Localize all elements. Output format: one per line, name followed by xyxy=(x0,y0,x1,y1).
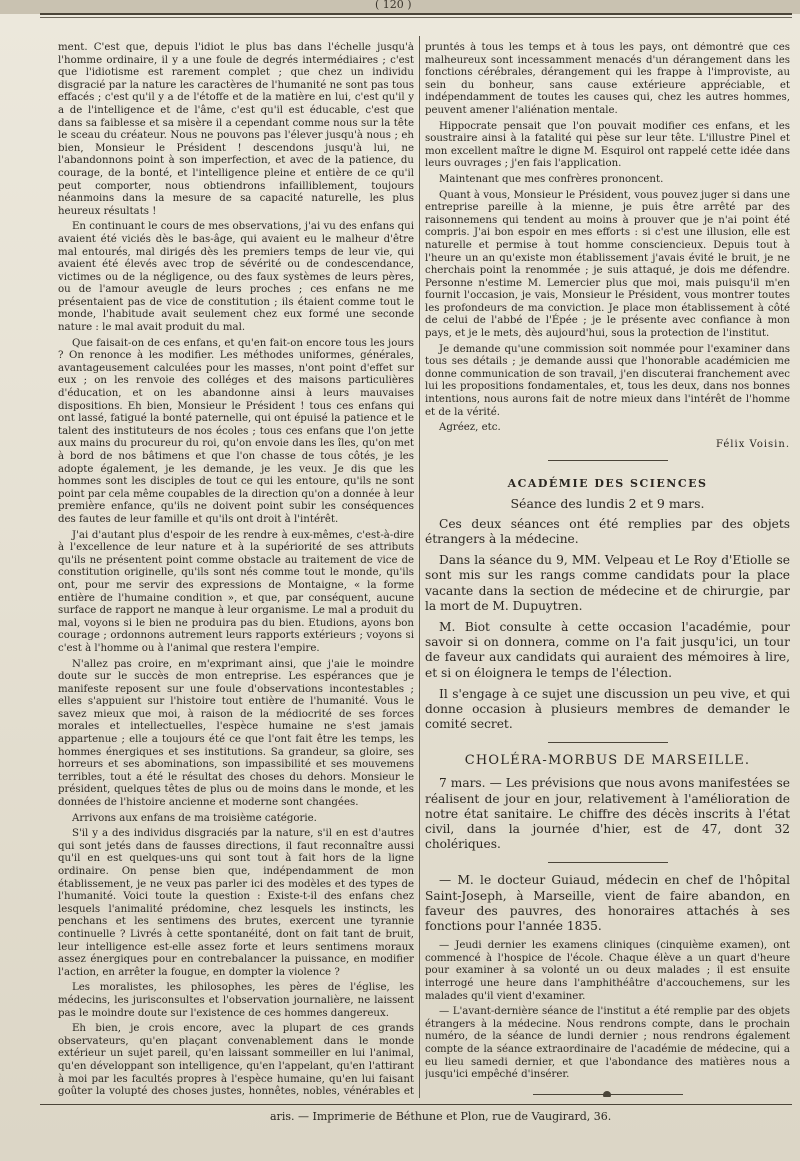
paragraph: Dans la séance du 9, MM. Velpeau et Le Roy d'Etiolle se sont mis sur les rangs comme candidats pour la place vacante dans la section de médecine et de chirurgie, par la mort de M. Dupuytren. xyxy=(425,553,790,613)
left-column xyxy=(58,42,414,1097)
section-heading-academie: ACADÉMIE DES SCIENCES xyxy=(507,476,708,490)
academie-section xyxy=(425,517,790,733)
paragraph: M. Biot consulte à cette occasion l'académie, pour savoir si on donnera, comme on l'a fait jusqu'ici, un tour de faveur aux candidats qui auraient des mémoires à lire, et si on éloignera le temps de l'élection. xyxy=(425,620,790,680)
paragraph: Il s'engage à ce sujet une discussion un peu vive, et qui donne occasion à plusieurs membres de demander le comité secret. xyxy=(425,686,790,732)
footer-rule xyxy=(40,1104,792,1105)
cholera-section xyxy=(425,776,790,852)
paragraph: Ces deux séances ont été remplies par des objets étrangers à la médecine. xyxy=(425,516,790,547)
right-column xyxy=(425,42,790,1097)
paragraph: pruntés à tous les temps et à tous les pays, ont démontré que ces malheureux sont incessamment menacés d'un dérangement dans les fonctions cérébrales, dérangement qui les frappe à l'improviste, au sein du bonheur, sans cause extérieure appréciable, et indépendamment de toutes les causes qui, chez les autres hommes, peuvent amener l'aliénation mentale. xyxy=(425,42,790,116)
paragraph: 7 mars. — Les prévisions que nous avons manifestées se réalisent de jour en jour, relativement à l'amélioration de notre état sanitaire. Le chiffre des décès inscrits à l'état civil, dans la journée d'hier, est de 47, dont 32 cholériques. xyxy=(425,776,790,852)
letter-continuation xyxy=(425,42,790,450)
paragraph: Je demande qu'une commission soit nommée pour l'examiner dans tous ses détails ; je demande aussi que l'honorable académicien me donne communication de son travail, j'en discuterai franchement avec lui les propositions fondamentales, et, tous les deux, dans nos bonnes intentions, nous aurons fait de notre mieux dans l'intérêt de l'homme et de la vérité. xyxy=(425,343,790,418)
section-divider xyxy=(548,862,668,863)
section-divider xyxy=(548,460,668,461)
section-divider xyxy=(548,742,668,743)
paragraph: Arrivons aux enfans de ma troisième catégorie. xyxy=(72,812,317,824)
ornament-divider xyxy=(533,1094,683,1095)
imprint-footer: aris. — Imprimerie de Béthune et Plon, rue de Vaugirard, 36. xyxy=(270,1110,612,1123)
section-heading-cholera: CHOLÉRA-MORBUS DE MARSEILLE. xyxy=(464,753,751,769)
paragraph: Que faisait-on de ces enfans, et qu'en fait-on encore tous les jours ? On renonce à les modifier. Les méthodes uniformes, générales, avantageusement calculées pour les masses, n'ont point d'effet sur eux ; on les renvoie des colléges et des maisons particulières d'éducation, et on les abandonne ainsi à leurs mauvaises dispositions. Eh bien, Monsieur le Président ! tous ces enfans qui ont lassé, fatigué la bonté paternelle, qui ont épuisé la patience et le talent des instituteurs de nos écoles ; tous ces enfans que l'on jette aux mains du procureur du roi, qu'on envoie dans les îles, qu'on met à bord de nos bâtimens et que l'on chasse de tous côtés, je les adopte également, je les demande, je les veux. Je dis que les hommes sont les disciples de tout ce qui les entoure, qu'ils ne sont point par cela même coupables de la direction qu'on a donnée à leur première enfance, qu'ils ne doivent point subir les conséquences des fautes de leur famille et qu'ils ont droit à l'intérêt. xyxy=(58,337,414,525)
paragraph: J'ai d'autant plus d'espoir de les rendre à eux-mêmes, c'est-à-dire à l'excellence de leur nature et à la supériorité de ses attributs qu'ils ne présentent point comme obstacle au traitement de vice de constitution originelle, qu'ils sont nés comme tout le monde, qu'ils ont, pour me servir des expressions de Montaigne, « la forme entière de l'humaine condition », et que, par conséquent, aucune surface de rapport ne manque à leur organisme. Le mal a produit du mal, voyons si le bien ne produira pas du bien. Etudions, ayons bon courage ; ordonnons autrement leurs rapports extérieurs ; voyons si c'est à l'homme ou à l'animal que restera l'empire. xyxy=(58,529,414,654)
top-rule xyxy=(40,13,792,15)
top-rule-secondary xyxy=(40,17,792,18)
news-items xyxy=(425,940,790,1082)
page-number: ( 120 ) xyxy=(375,0,412,11)
paragraph: — L'avant-dernière séance de l'institut a été remplie par des objets étrangers à la médecine. Nous rendrons compte, dans le prochain numéro, de la séance de lundi dernier ; nous rendrons également compte de la séance extraordinaire de l'académie de médecine, qui a eu lieu samedi dernier, et que l'abondance des matières nous a jusqu'ici empêché d'insérer. xyxy=(425,1006,790,1081)
paragraph: Agréez, etc. xyxy=(439,422,501,434)
paragraph: Maintenant que mes confrères prononcent. xyxy=(439,173,664,185)
signature: Félix Voisin. xyxy=(716,438,790,450)
paragraph: En continuant le cours de mes observations, j'ai vu des enfans qui avaient été viciés dès le bas-âge, qui avaient eu le malheur d'être mal entourés, mal dirigés dès les premiers temps de leur vie, qui avaient été élevés avec trop de sévérité ou de condescendance, victimes ou de la négligence, ou des faux systèmes de leurs pères, ou de l'amour aveugle de leurs proches ; ces enfans ne me présentaient pas de vice de constitution ; ils étaient comme tout le monde, l'habitude avait seulement chez eux formé une seconde nature : le mal avait produit du mal. xyxy=(58,221,414,334)
paragraph: — Jeudi dernier les examens cliniques (cinquième examen), ont commencé à l'hospice de l'école. Chaque élève a un quart d'heure pour examiner à sa volonté un ou deux malades ; il est ensuite interrogé une heure dans l'amphithéâtre d'accouchemens, sur les malades qu'il vient d'examiner. xyxy=(425,940,790,1002)
paragraph: Eh bien, je crois encore, avec la plupart de ces grands observateurs, qu'en plaçant convenablement dans le monde extérieur un sujet pareil, qu'en laissant sommeiller en lui l'animal, qu'en développant son intelligence, qu'en l'appelant, qu'en l'attirant à moi par les facultés propres à l'espèce humaine, qu'en lui faisant goûter la volupté des choses justes, honnêtes, nobles, vénérables et xyxy=(58,1023,414,1097)
section-subheading: Séance des lundis 2 et 9 mars. xyxy=(510,495,705,511)
paragraph: Hippocrate pensait que l'on pouvait modifier ces enfans, et les soustraire ainsi à la fatalité qui pèse sur leur tête. L'illustre Pinel et mon excellent maître le digne M. Esquirol ont rappelé cette idée dans leurs ouvrages ; j'en fais l'application. xyxy=(425,120,790,170)
paragraph: Quant à vous, Monsieur le Président, vous pouvez juger si dans une entreprise pareille à la mienne, je puis être arrêté par des raisonnemens qui tendent au moins à prouver que je n'ai point été compris. J'ai bon espoir en mes efforts : si c'est une illusion, elle est naturelle et permise à tout homme consciencieux. Depuis tout à l'heure un an qu'existe mon établissement j'avais évité le bruit, je ne cherchais point la renommée ; je suis attaqué, je dois me défendre. Personne n'estime M. Lemercier plus que moi, mais puisqu'il m'en fournit l'occasion, je vais, Monsieur le Président, vous montrer toutes les profondeurs de ma conviction. Je place mon établissement à côté de celui de l'abbé de l'Épée ; je le présente avec confiance à mon pays, et je le mets, dès aujourd'hui, sous la protection de l'institut. xyxy=(425,189,790,340)
paragraph: — M. le docteur Guiaud, médecin en chef de l'hôpital Saint-Joseph, à Marseille, vient de faire abandon, en faveur des pauvres, des honoraires attachés à ses fonctions pour l'année 1835. xyxy=(425,873,790,934)
paragraph: N'allez pas croire, en m'exprimant ainsi, que j'aie le moindre doute sur le succès de mon entreprise. Les espérances que je manifeste reposent sur une foule d'observations incontestables ; elles s'appuient sur l'histoire tout entière de l'humanité. Vous le savez mieux que moi, à raison de la médiocrité de ses forces morales et intellectuelles, l'espèce humaine ne s'est jamais appartenue ; elle a toujours été ce que l'ont fait être les temps, les hommes énergiques et ses institutions. Sa grandeur, sa gloire, ses horreurs et ses abominations, son impassibilité et ses mouvemens terribles, tout a été le résultat des choses du dehors. Monsieur le président, quelques têtes de plus ou de moins dans le monde, et les données de l'histoire ancienne et moderne sont changées. xyxy=(58,658,414,809)
news-item xyxy=(425,873,790,934)
paragraph: ment. C'est que, depuis l'idiot le plus bas dans l'échelle jusqu'à l'homme ordinaire, il y a une foule de degrés intermédiaires ; c'est que l'idiotisme est rarement complet ; que chez un individu disgracié par la nature les caractères de l'humanité ne sont pas tous effacés ; c'est qu'il y a de l'étoffe et de la matière en lui, c'est qu'il y a de l'intelligence et de l'âme, c'est qu'il est éducable, c'est que dans sa faiblesse et sa misère il a cependant comme nous sur la tête le sceau du créateur. Nous ne pouvons pas l'élever jusqu'à nous ; eh bien, Monsieur le Président ! descendons jusqu'à lui, ne l'abandonnons point à son imperfection, et avec de la patience, du courage, de la bonté, et l'intelligence pleine et entière de ce qu'il peut comporter, nous obtiendrons infailliblement, toujours néanmoins dans la mesure de sa capacité naturelle, les plus heureux résultats ! xyxy=(58,42,414,217)
column-divider xyxy=(419,36,420,1098)
paragraph: Les moralistes, les philosophes, les pères de l'église, les médecins, les jurisconsultes et l'observation journalière, ne laissent pas le moindre doute sur l'existence de ces hommes dangereux. xyxy=(58,982,414,1019)
paragraph: S'il y a des individus disgraciés par la nature, s'il en est d'autres qui sont jetés dans de fausses directions, il faut reconnaître aussi qu'il en est quelques-uns qui sont tout à fait hors de la ligne ordinaire. On pense bien que, indépendamment de mon établissement, je ne veux pas parler ici des modèles et des types de l'humanité. Voici toute la question : Existe-t-il des enfans chez lesquels l'animalité prédomine, chez lesquels les instincts, les penchans et les sentimens des brutes, exercent une tyrannie continuelle ? Livrés à cette spontanéité, dont on fait tant de bruit, leur intelligence est-elle assez forte et leurs sentimens moraux assez énergiques pour en contrebalancer la puissance, en modifier l'action, en arrêter la fougue, en dompter la violence ? xyxy=(58,828,414,978)
